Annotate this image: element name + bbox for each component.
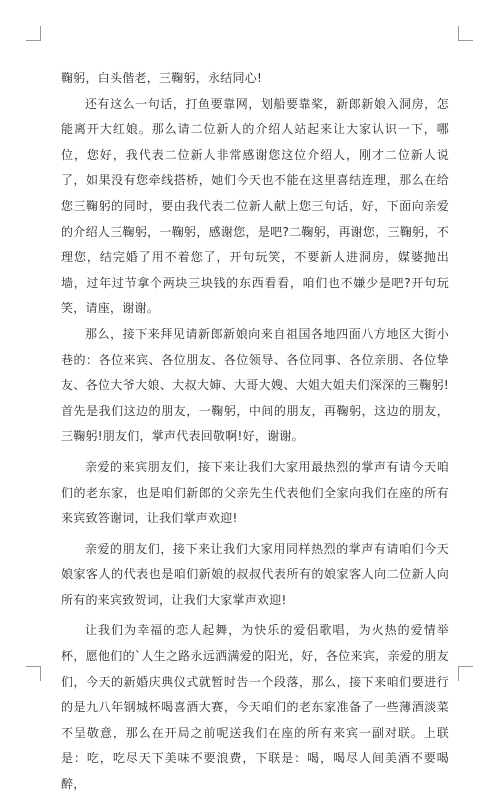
paragraph-continuation: 鞠躬，白头偕老，三鞠躬，永结同心! — [61, 71, 263, 85]
paragraph-bow-to-guests: 那么，接下来拜见请新郎新娘向来自祖国各地四面八方地区大街小巷的：各位来宾、各位朋友、各位领导、各位同事、各位亲朋、各位挚友、各位大爷大娘、大叔大婶、大哥大嫂、大姐大姐夫们深深的三鞠躬!首先是我们这边的朋友，一鞠躬，中间的朋友，再鞠躬，这边的朋友，三鞠躬!朋友们，掌声代表回敬啊!好，谢谢。 — [61, 326, 449, 444]
crop-mark-top-right — [458, 26, 473, 41]
crop-mark-top-left — [26, 26, 41, 41]
paragraph-toast-and-couplet: 让我们为幸福的恋人起舞，为快乐的爱侣歌唱，为火热的爱情举杯，愿他们的`人生之路永远洒满爱的阳光，好，各位来宾，亲爱的朋友们，今天的新婚庆典仪式就暂时告一个段落，那么，接下来咱们要进行的是九八年钢城杯喝喜酒大赛，今天咱们的老东家准备了一些薄酒淡菜不呈敬意，那么在开局之前呢送我们在座的所有来宾一副对联。上联是：吃，吃尽天下美味不要浪费，下联是：喝，喝尽人间美酒不要喝醉， — [61, 623, 449, 792]
paragraph-introducer-thanks: 还有这么一句话，打鱼要靠网，划船要靠桨，新郎新娘入洞房，怎能离开大红娘。那么请二位新人的介绍人站起来让大家认识一下，哪位，您好，我代表二位新人非常感谢您这位介绍人，刚才二位新人说了，如果没有您牵线搭桥，她们今天也不能在这里喜结连理，那么在给您三鞠躬的同时，要由我代表二位新人献上您三句话，好，下面向亲爱的介绍人三鞠躬，一鞠躬，感谢您，是吧?二鞠躬，再谢您，三鞠躬，不理您，结完婚了用不着您了，开句玩笑，不要新人进洞房，媒婆抛出墙，过年过节拿个两块三块钱的东西看看，咱们也不嫌少是吧?开句玩笑，请座，谢谢。 — [61, 96, 449, 316]
crop-mark-bottom-right — [458, 666, 473, 681]
paragraph-bride-uncle-speech: 亲爱的朋友们，接下来让我们大家用同样热烈的掌声有请咱们今天娘家客人的代表也是咱们新娘的叔叔代表所有的娘家客人向二位新人向所有的来宾致贺词，让我们大家掌声欢迎! — [61, 541, 449, 607]
paragraph-groom-father-speech: 亲爱的来宾朋友们，接下来让我们大家用最热烈的掌声有请今天咱们的老东家，也是咱们新郎的父亲先生代表他们全家向我们在座的所有来宾致答谢词，让我们掌声欢迎! — [61, 459, 449, 526]
document-body — [61, 66, 449, 792]
crop-mark-bottom-left — [26, 666, 41, 681]
